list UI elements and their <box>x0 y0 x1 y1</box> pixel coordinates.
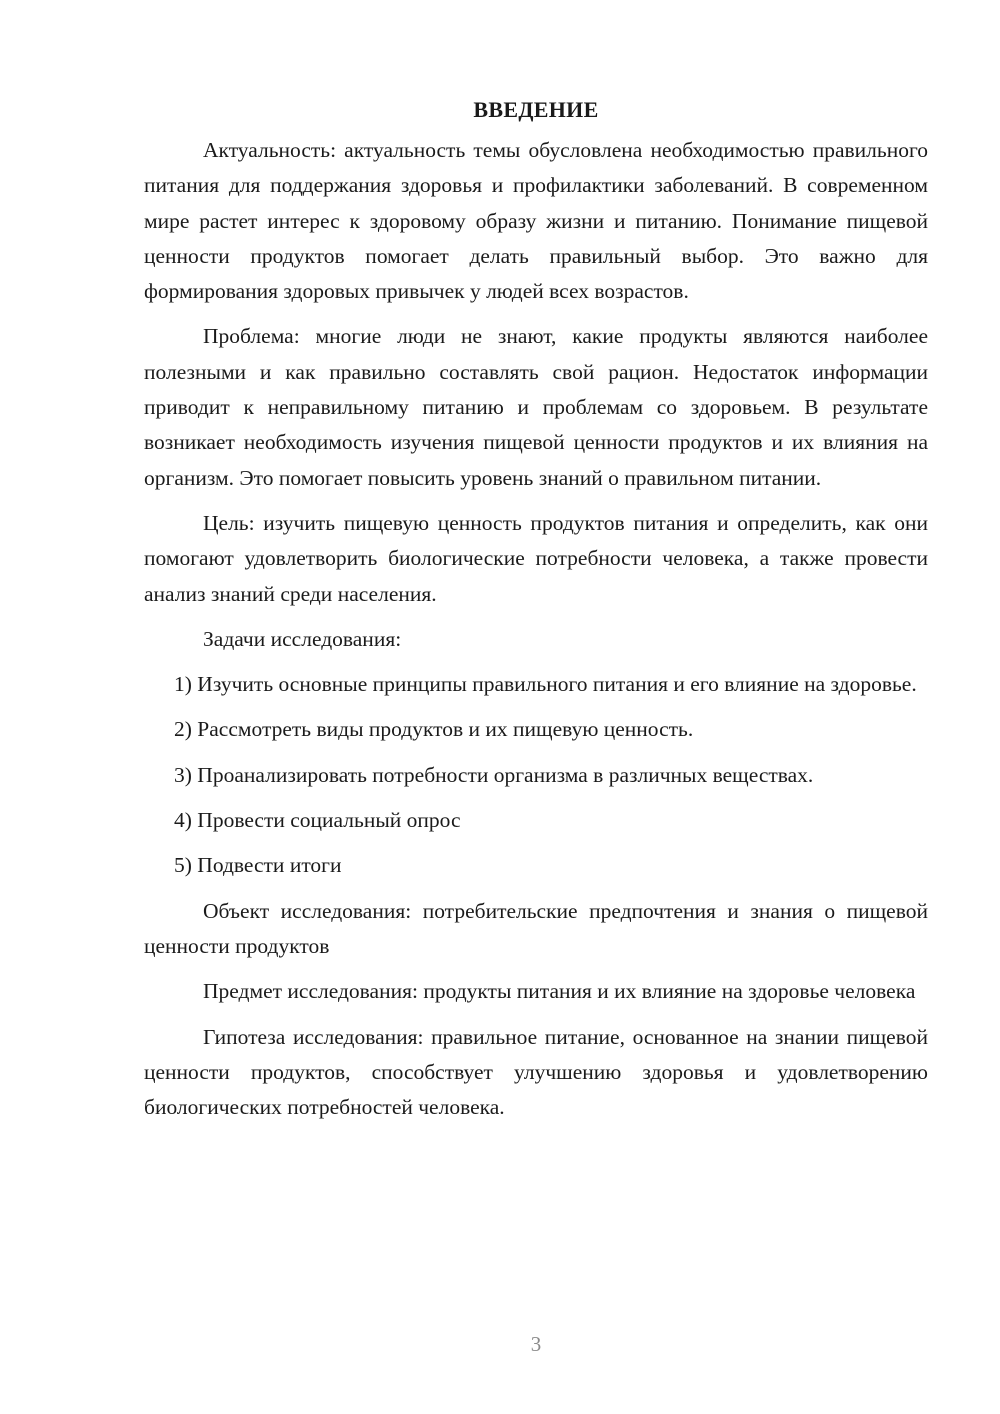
task-text: Провести социальный опрос <box>197 808 461 833</box>
paragraph-relevance: Актуальность: актуальность темы обусловлена необходимостью правильного питания для поддержания здоровья и профилактики заболеваний. В современном мире растет интерес к здоровому образу жизни и питанию. Понимание пищевой ценности продуктов помогает делать правильный выбор. Это важно для формирования здоровых привычек у людей всех возрастов. <box>144 138 928 304</box>
paragraph-tasks-heading: Задачи исследования: <box>203 626 402 651</box>
task-number: 2) <box>174 717 192 742</box>
task-number: 3) <box>174 762 192 787</box>
page-number: 3 <box>530 1332 542 1356</box>
task-text: Подвести итоги <box>197 853 342 878</box>
task-item-1 <box>144 667 928 702</box>
task-text: Изучить основные принципы правильного питания и его влияние на здоровье. <box>197 672 917 697</box>
task-text: Проанализировать потребности организма в различных веществах. <box>197 762 814 787</box>
paragraph-hypothesis: Гипотеза исследования: правильное питание, основанное на знании пищевой ценности продуктов, способствует улучшению здоровья и удовлетворению биологических потребностей человека. <box>144 1024 928 1120</box>
paragraph-subject: Предмет исследования: продукты питания и их влияние на здоровье человека <box>203 979 916 1004</box>
page-content <box>144 92 928 1135</box>
task-item-5 <box>144 848 928 883</box>
task-text: Рассмотреть виды продуктов и их пищевую ценность. <box>197 717 694 742</box>
paragraph-object: Объект исследования: потребительские предпочтения и знания о пищевой ценности продуктов <box>144 898 928 958</box>
task-number: 1) <box>174 672 192 697</box>
task-number: 4) <box>174 808 192 833</box>
section-title: ВВЕДЕНИЕ <box>473 97 599 122</box>
paragraph-problem: Проблема: многие люди не знают, какие продукты являются наиболее полезными и как правильно составлять свой рацион. Недостаток информации приводит к неправильному питанию и проблемам со здоровьем. В результате возникает необходимость изучения пищевой ценности продуктов и их влияния на организм. Это помогает повысить уровень знаний о правильном питании. <box>144 324 928 490</box>
task-number: 5) <box>174 853 192 878</box>
task-item-2 <box>144 712 928 747</box>
paragraph-goal: Цель: изучить пищевую ценность продуктов питания и определить, как они помогают удовлетворить биологические потребности человека, а также провести анализ знаний среди населения. <box>144 510 928 606</box>
task-item-4 <box>144 803 928 838</box>
task-item-3 <box>144 758 928 793</box>
